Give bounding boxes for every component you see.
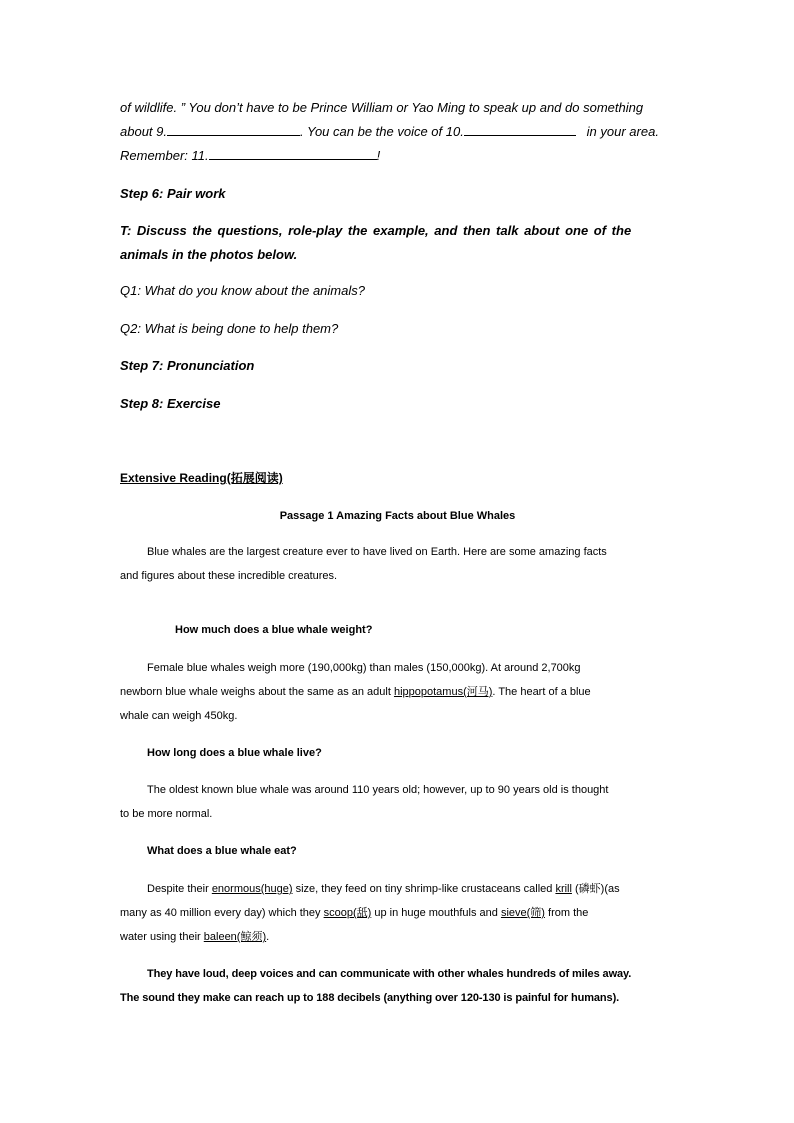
step-8-heading: Step 8: Exercise [120,396,221,411]
diet-line-2-text-c: up in huge mouthfuls and [371,907,501,919]
weight-line-2-text-c: . The heart of a blue [492,686,591,698]
weight-line-2 [120,680,675,704]
intro-line-2 [120,120,675,144]
weight-paragraph [120,656,675,728]
step-6-heading: Step 6: Pair work [120,186,226,201]
teacher-instruction-line-1: T: Discuss the questions, role-play the example, and then talk about one of the [120,223,632,238]
passage-intro-paragraph [120,540,675,588]
voice-paragraph [120,962,680,1010]
passage-intro-line-2: and figures about these incredible creatures. [120,570,338,582]
baleen-term: baleen(鲸须) [203,931,267,943]
weight-line-2-text-a: newborn blue whale weighs about the same as an adult [120,686,394,698]
passage-intro-line-1: Blue whales are the largest creature ever to have lived on Earth. Here are some amazing facts [147,546,607,558]
intro-line-3 [120,144,675,168]
intro-line-2-text-a: about 9. [120,124,167,139]
weight-line-1: Female blue whales weigh more (190,000kg) than males (150,000kg). At around 2,700kg [147,662,581,674]
weight-line-3: whale can weigh 450kg. [120,710,238,722]
step-7-heading: Step 7: Pronunciation [120,358,255,373]
lifespan-line-2: to be more normal. [120,808,213,820]
diet-line-2-text-e: from the [544,907,589,919]
voice-line-1: They have loud, deep voices and can communicate with other whales hundreds of miles away. [147,968,632,980]
lifespan-paragraph [120,778,675,826]
krill-term: krill [555,883,572,895]
question-1: Q1: What do you know about the animals? [120,283,365,298]
diet-line-1-text-e: (磷虾)(as [571,883,620,895]
teacher-instruction [120,219,675,267]
sieve-term: sieve(筛) [500,907,545,919]
extensive-reading-heading: Extensive Reading(拓展阅读) [120,471,283,485]
intro-line-3-text-a: Remember: 11. [120,148,209,163]
diet-line-1-text-a: Despite their [147,883,212,895]
intro-line-1: of wildlife. ” You don’t have to be Prince William or Yao Ming to speak up and do something [120,100,644,115]
diet-line-1 [120,877,675,901]
intro-line-2-text-b: . You can be the voice of 10. [300,124,464,139]
diet-question-heading: What does a blue whale eat? [147,845,297,857]
blank-10[interactable] [464,121,576,136]
blank-9[interactable] [167,121,300,136]
question-2: Q2: What is being done to help them? [120,321,339,336]
lifespan-question-heading: How long does a blue whale live? [147,747,322,759]
voice-line-2: The sound they make can reach up to 188 decibels (anything over 120-130 is painful for humans). [120,992,620,1004]
intro-line-3-text-b: ! [376,148,381,163]
intro-line-2-text-c: in your area. [586,124,659,139]
enormous-term: enormous(huge) [211,883,293,895]
diet-line-3-text-c: . [266,931,270,943]
teacher-instruction-line-2: animals in the photos below. [120,247,298,262]
intro-paragraph [120,96,675,168]
lifespan-line-1: The oldest known blue whale was around 110 years old; however, up to 90 years old is thought [147,784,609,796]
diet-line-2 [120,901,675,925]
hippopotamus-term: hippopotamus(河马) [393,686,493,698]
diet-line-3-text-a: water using their [120,931,204,943]
diet-line-3 [120,925,675,949]
diet-line-1-text-c: size, they feed on tiny shrimp-like crustaceans called [292,883,556,895]
diet-paragraph [120,877,675,949]
diet-line-2-text-a: many as 40 million every day) which they [120,907,324,919]
blank-11[interactable] [209,145,377,160]
passage-title: Passage 1 Amazing Facts about Blue Whales [279,510,516,522]
weight-question-heading: How much does a blue whale weight? [175,624,373,636]
scoop-term: scoop(舐) [323,907,372,919]
